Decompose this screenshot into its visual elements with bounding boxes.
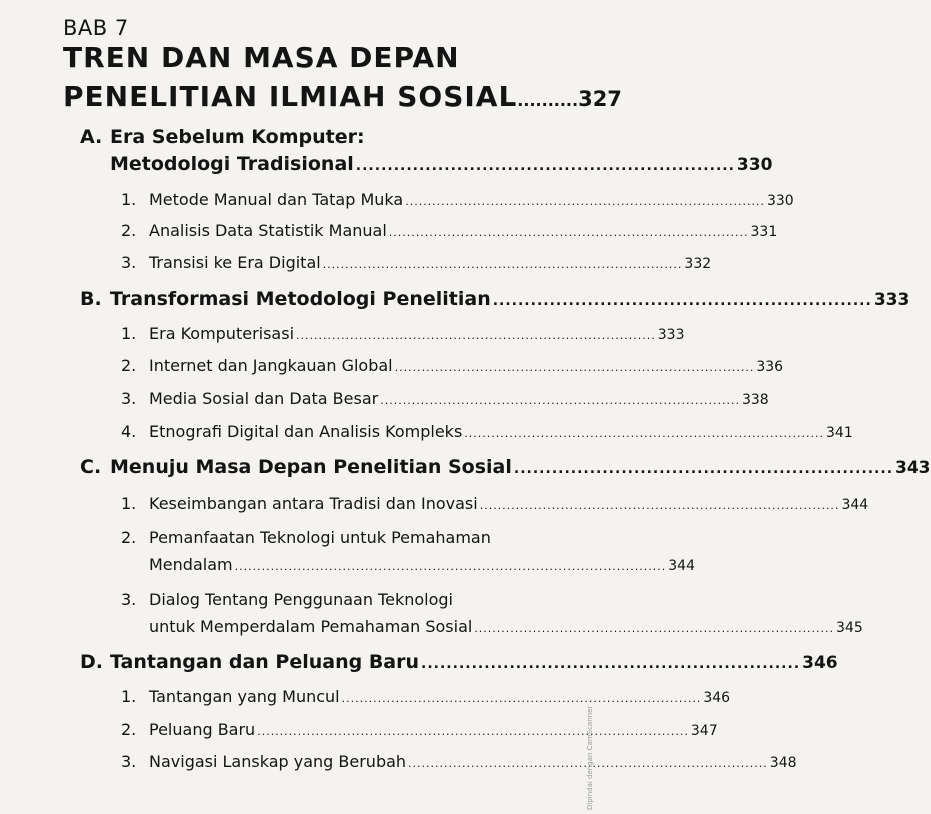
chapter-page-number: 327	[578, 87, 622, 111]
toc-item[interactable]: 3. Media Sosial dan Data Besar ................................................................................ 338	[121, 389, 769, 408]
item-label: Transisi ke Era Digital	[149, 253, 321, 272]
chapter-title-text: PENELITIAN ILMIAH SOSIAL	[63, 80, 518, 113]
page-number: 343	[895, 458, 931, 478]
section-title: Metodologi Tradisional	[110, 153, 354, 175]
toc-item[interactable]: 1. Tantangan yang Muncul ................................................................................ 346	[121, 687, 731, 706]
section-title: Tantangan dan Peluang Baru	[110, 651, 420, 673]
section-title: Transformasi Metodologi Penelitian	[110, 288, 491, 310]
toc-item-line1	[121, 590, 453, 609]
item-label: untuk Memperdalam Pemahaman Sosial	[149, 617, 473, 636]
item-label: Era Komputerisasi	[149, 324, 295, 343]
page-number: 331	[750, 224, 778, 240]
item-label: Tantangan yang Muncul	[149, 687, 340, 706]
toc-item[interactable]: Mendalam ................................................................................................ 344	[149, 555, 695, 574]
item-label: Dialog Tentang Penggunaan Teknologi	[149, 590, 453, 609]
toc-item[interactable]: 1. Metode Manual dan Tatap Muka ................................................................................ 330	[121, 190, 794, 209]
section-mark: B.	[80, 288, 102, 310]
toc-item[interactable]: 1. Era Komputerisasi ................................................................................ 333	[121, 324, 685, 343]
page-number: 346	[802, 653, 838, 673]
item-label: Keseimbangan antara Tradisi dan Inovasi	[149, 494, 478, 513]
page-number: 344	[841, 497, 869, 513]
item-number: 4.	[121, 422, 137, 441]
item-number: 3.	[121, 752, 137, 771]
item-number: 3.	[121, 590, 137, 609]
item-label: Metode Manual dan Tatap Muka	[149, 190, 404, 209]
section-title: Menuju Masa Depan Penelitian Sosial	[110, 456, 512, 478]
page-number: 338	[741, 392, 769, 408]
section-title: Era Sebelum Komputer:	[110, 126, 365, 148]
page-number: 332	[684, 256, 712, 272]
item-number: 2.	[121, 720, 137, 739]
section-a-title-line1	[80, 126, 365, 148]
section-a-entry[interactable]: Metodologi Tradisional ............................................................ 330	[110, 153, 773, 175]
item-label: Peluang Baru	[149, 720, 256, 739]
item-label: Navigasi Lanskap yang Berubah	[149, 752, 407, 771]
item-number: 1.	[121, 687, 137, 706]
item-label: Internet dan Jangkauan Global	[149, 356, 393, 375]
section-b-entry[interactable]: B. Transformasi Metodologi Penelitian ............................................................ 333	[80, 288, 910, 310]
item-label: Media Sosial dan Data Besar	[149, 389, 379, 408]
chapter-title-line2: PENELITIAN ILMIAH SOSIAL..........327	[63, 80, 622, 113]
chapter-title-line1: TREN DAN MASA DEPAN	[63, 41, 460, 74]
item-label: Analisis Data Statistik Manual	[149, 221, 387, 240]
toc-item[interactable]: untuk Memperdalam Pemahaman Sosial ................................................................................ 345	[149, 617, 863, 636]
chapter-label: BAB 7	[63, 16, 129, 40]
item-number: 1.	[121, 190, 137, 209]
toc-item[interactable]: 2. Peluang Baru ................................................................................................ 347	[121, 720, 718, 739]
item-label: Etnografi Digital dan Analisis Kompleks	[149, 422, 463, 441]
page-number: 330	[766, 193, 794, 209]
toc-item[interactable]: 3. Transisi ke Era Digital ................................................................................ 332	[121, 253, 712, 272]
page-number: 333	[657, 327, 685, 343]
item-number: 1.	[121, 494, 137, 513]
section-mark: D.	[80, 651, 103, 673]
page-number: 345	[836, 620, 863, 636]
page-number: 341	[826, 425, 853, 441]
item-number: 2.	[121, 528, 137, 547]
page-number: 330	[736, 155, 773, 175]
item-number: 2.	[121, 356, 137, 375]
section-d-entry[interactable]: D. Tantangan dan Peluang Baru ............................................................ 346	[80, 651, 838, 673]
toc-item[interactable]: 2. Internet dan Jangkauan Global ................................................................................ 336	[121, 356, 784, 375]
section-c-entry[interactable]: C. Menuju Masa Depan Penelitian Sosial ............................................................ 343	[80, 456, 931, 478]
toc-item[interactable]: 2. Analisis Data Statistik Manual ................................................................................ 331	[121, 221, 778, 240]
toc-item-line1	[121, 528, 491, 547]
toc-item[interactable]: 4. Etnografi Digital dan Analisis Kompleks ................................................................................ 341	[121, 422, 853, 441]
scanner-watermark: Dipindai dengan CamScanner	[586, 705, 594, 810]
item-number: 1.	[121, 324, 137, 343]
item-number: 2.	[121, 221, 137, 240]
page-number: 344	[668, 558, 695, 574]
page-number: 347	[690, 723, 718, 739]
item-label: Pemanfaatan Teknologi untuk Pemahaman	[149, 528, 491, 547]
page-number: 333	[873, 290, 910, 310]
item-label: Mendalam	[149, 555, 233, 574]
page-number: 336	[756, 359, 784, 375]
item-number: 3.	[121, 389, 137, 408]
page-number: 346	[703, 690, 731, 706]
item-number: 3.	[121, 253, 137, 272]
toc-item[interactable]: 3. Navigasi Lanskap yang Berubah ................................................................................ 348	[121, 752, 797, 771]
section-mark: C.	[80, 456, 102, 478]
section-mark: A.	[80, 126, 103, 148]
toc-item[interactable]: 1. Keseimbangan antara Tradisi dan Inovasi ................................................................................ 344	[121, 494, 869, 513]
page-number: 348	[769, 755, 797, 771]
